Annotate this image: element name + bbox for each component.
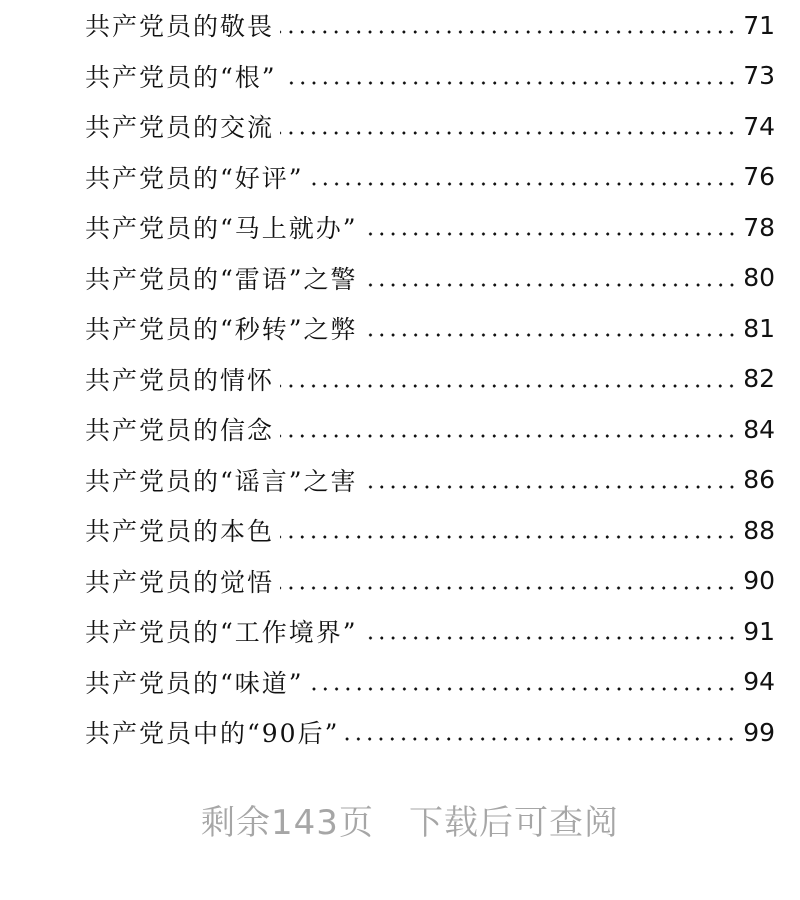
toc-entry-title: 共产党员的“马上就办” — [85, 214, 358, 244]
toc-leader-dots — [310, 182, 738, 186]
toc-leader-dots — [280, 535, 737, 539]
toc-leader-dots — [280, 434, 737, 438]
toc-entry-title: 共产党员的“味道” — [85, 668, 304, 698]
toc-entry-title: 共产党员的“工作境界” — [85, 618, 358, 648]
toc-entry-page: 71 — [743, 10, 775, 40]
toc-entry[interactable] — [85, 556, 775, 607]
toc-leader-dots — [310, 687, 738, 691]
toc-entry-title: 共产党员的“谣言”之害 — [85, 466, 358, 496]
toc-entry-page: 90 — [743, 566, 775, 596]
toc-entry[interactable] — [85, 152, 775, 203]
toc-entry-page: 74 — [743, 111, 775, 141]
toc-leader-dots — [283, 81, 738, 85]
toc-entry-page: 88 — [743, 515, 775, 545]
toc-entry[interactable] — [85, 51, 775, 102]
toc-entry-page: 84 — [743, 414, 775, 444]
toc-entry-page: 73 — [743, 61, 775, 91]
toc-leader-dots — [364, 485, 738, 489]
toc-entry-title: 共产党员的情怀 — [85, 365, 275, 395]
toc-leader-dots — [345, 737, 737, 741]
toc-entry[interactable] — [85, 404, 775, 455]
toc-leader-dots — [364, 636, 738, 640]
toc-entry-title: 共产党员的“根” — [85, 62, 277, 92]
toc-leader-dots — [364, 283, 738, 287]
toc-entry-title: 共产党员的“秒转”之弊 — [85, 315, 358, 345]
toc-entry-page: 82 — [743, 364, 775, 394]
toc-entry-title: 共产党员的交流 — [85, 113, 275, 143]
toc-leader-dots — [280, 30, 737, 34]
toc-leader-dots — [364, 333, 738, 337]
toc-entry[interactable] — [85, 303, 775, 354]
table-of-contents — [85, 0, 775, 758]
remaining-pages-notice: 剩余143页 下载后可查阅 — [201, 803, 619, 843]
toc-entry-page: 86 — [743, 465, 775, 495]
toc-leader-dots — [280, 586, 737, 590]
toc-entry[interactable] — [85, 505, 775, 556]
toc-entry-page: 81 — [743, 313, 775, 343]
toc-entry[interactable] — [85, 657, 775, 708]
toc-entry-page: 78 — [743, 212, 775, 242]
toc-entry[interactable] — [85, 455, 775, 506]
toc-leader-dots — [364, 232, 738, 236]
toc-entry[interactable] — [85, 202, 775, 253]
toc-entry-title: 共产党员的“好评” — [85, 163, 304, 193]
toc-entry-title: 共产党员的“雷语”之警 — [85, 264, 358, 294]
toc-entry-page: 94 — [743, 667, 775, 697]
toc-entry-page: 99 — [743, 717, 775, 747]
toc-entry-title: 共产党员的敬畏 — [85, 12, 275, 42]
toc-entry-title: 共产党员中的“90后” — [85, 719, 340, 749]
toc-entry-page: 76 — [743, 162, 775, 192]
toc-entry-page: 80 — [743, 263, 775, 293]
toc-entry[interactable] — [85, 354, 775, 405]
toc-leader-dots — [280, 384, 737, 388]
toc-entry[interactable] — [85, 0, 775, 51]
toc-leader-dots — [280, 131, 737, 135]
toc-entry-title: 共产党员的信念 — [85, 416, 275, 446]
toc-entry[interactable] — [85, 606, 775, 657]
toc-entry[interactable] — [85, 101, 775, 152]
toc-entry[interactable] — [85, 253, 775, 304]
toc-entry[interactable] — [85, 707, 775, 758]
toc-entry-page: 91 — [743, 616, 775, 646]
toc-entry-title: 共产党员的觉悟 — [85, 567, 275, 597]
toc-entry-title: 共产党员的本色 — [85, 517, 275, 547]
